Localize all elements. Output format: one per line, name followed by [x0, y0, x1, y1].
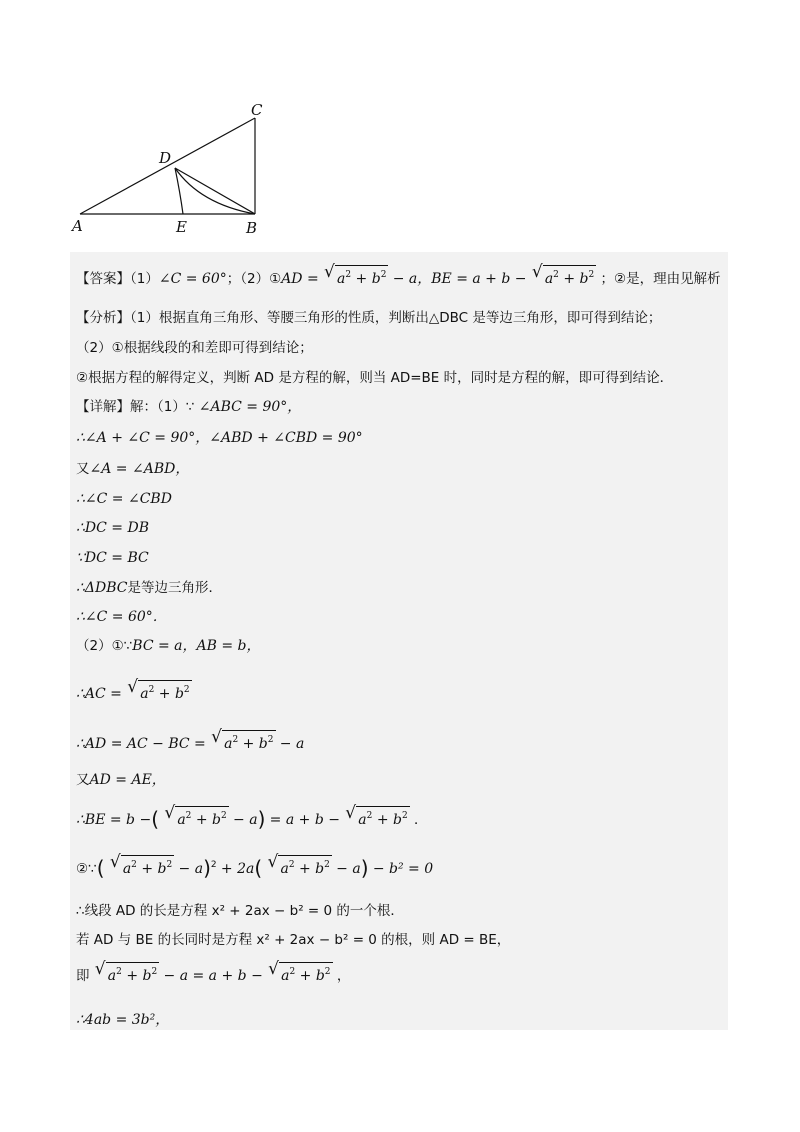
- sqrt-expr: √ $a^2 + b^2$: [127, 677, 190, 702]
- sqrt-expr: √ $a^2 + b^2$: [324, 262, 387, 287]
- answer-tag: 【答案】: [76, 271, 130, 287]
- sqrt-expr: √ $a^2 + b^2$: [164, 803, 227, 828]
- part-2-prefix: （2）①∵: [76, 638, 133, 654]
- if-line: 若 AD 与 BE 的长同时是方程 x² + 2ax − b² = 0 的根，则 AD = BE，: [76, 932, 511, 948]
- step-2-math: ∠A = ∠ABD，: [89, 461, 190, 477]
- step-6: [76, 578, 222, 598]
- triangle-diagram: [70, 92, 270, 242]
- ae-line: [76, 770, 166, 790]
- ae-prefix: 又: [76, 772, 90, 788]
- analysis-line-3: ②根据方程的解得定义，判断 AD 是方程的解，则当 AD=BE 时，同时是方程的解，即可得到结论．: [76, 370, 674, 386]
- answer-be: ，BE = a + b −: [417, 271, 527, 287]
- step-2: [76, 459, 189, 479]
- step-2-prefix: 又: [76, 461, 90, 477]
- root-line: ∴线段 AD 的长是方程 x² + 2ax − b² = 0 的一个根．: [76, 903, 404, 919]
- q2-prefix: ②∵: [76, 861, 97, 877]
- label-c: C: [251, 101, 263, 119]
- answer-end: ；②是，理由见解析: [600, 271, 721, 287]
- be-line: ∴BE = b −( √ $a^2 + b^2 - a) = a + b$ − √ $a^2 + b^2$ ．: [76, 803, 428, 831]
- geometry-figure: [70, 92, 270, 242]
- label-b: B: [246, 219, 258, 237]
- sqrt-expr: √ $a^2 + b^2$: [268, 959, 331, 984]
- q2-line: ②∵( √ $a^2 + b^2 - a)^2 + 2a$( √ $a^2 + b^2 - a) - b^2 = 0$: [76, 852, 434, 880]
- detail-abc: ∠ABC = 90°，: [198, 399, 302, 415]
- be-lhs: ∴BE = b −: [76, 812, 152, 828]
- detail-prefix: 【详解】解：（1）∵: [76, 399, 195, 415]
- answer-minus-a: − a: [392, 271, 418, 287]
- sqrt-expr: √ $a^2 + b^2$: [267, 852, 330, 877]
- sqrt-expr: √ $a^2 + b^2$: [94, 959, 158, 984]
- answer-angle-c: ∠C = 60°: [158, 271, 227, 287]
- analysis-line-2: （2）①根据线段的和差即可得到结论；: [76, 340, 313, 356]
- sqrt-expr: √ $a^2 + b^2$: [345, 803, 408, 828]
- ji-prefix: 即: [76, 968, 90, 984]
- label-e: E: [176, 218, 187, 236]
- detail-line: [76, 397, 301, 417]
- be-rhs: = a + b −: [269, 812, 340, 828]
- arc-de: [175, 168, 183, 214]
- answer-ad: AD =: [281, 271, 319, 287]
- answer-part1: （1）: [130, 271, 159, 287]
- label-a: A: [72, 217, 83, 235]
- ae-math: AD = AE，: [89, 772, 166, 788]
- part-2-line: [76, 636, 261, 656]
- step-5: ∵DC = BC: [76, 550, 149, 566]
- analysis-line-1: 【分析】（1）根据直角三角形、等腰三角形的性质，判断出△DBC 是等边三角形，即可得到结论；: [76, 310, 662, 326]
- ad-line: [76, 727, 305, 754]
- ac-lhs: ∴AC =: [76, 686, 122, 702]
- ji-end: ，: [336, 968, 351, 984]
- ji-line: [76, 959, 351, 986]
- sqrt-expr: √ $a^2 + b^2$: [109, 852, 173, 877]
- q2-mid: + 2a: [220, 861, 255, 877]
- step-4: ∴DC = DB: [76, 520, 149, 536]
- ji-mid: − a = a + b −: [163, 968, 263, 984]
- ac-line: [76, 677, 192, 704]
- segment-db: [175, 168, 255, 214]
- answer-line: [76, 262, 721, 289]
- sqrt-expr: √ $a^2 + b^2$: [531, 262, 595, 287]
- be-mid: − a: [233, 812, 258, 828]
- step-6-text: 是等边三角形．: [127, 580, 223, 596]
- part-2-math: BC = a，AB = b，: [132, 638, 261, 654]
- ad-lhs: ∴AD = AC − BC =: [76, 736, 206, 752]
- q2-end: − b² = 0: [372, 861, 434, 877]
- step-1: ∴∠A + ∠C = 90°，∠ABD + ∠CBD = 90°: [76, 430, 363, 446]
- last-line: ∴4ab = 3b²，: [76, 1012, 170, 1028]
- step-3: ∴∠C = ∠CBD: [76, 491, 172, 507]
- be-end: ．: [414, 812, 428, 828]
- step-6-math: ∴ΔDBC: [76, 580, 128, 596]
- label-d: D: [159, 149, 172, 167]
- answer-sep: ；（2）①: [226, 271, 282, 287]
- ad-minus: − a: [279, 736, 305, 752]
- step-7: ∴∠C = 60°．: [76, 609, 167, 625]
- sqrt-expr: √ $a^2 + b^2$: [211, 727, 274, 752]
